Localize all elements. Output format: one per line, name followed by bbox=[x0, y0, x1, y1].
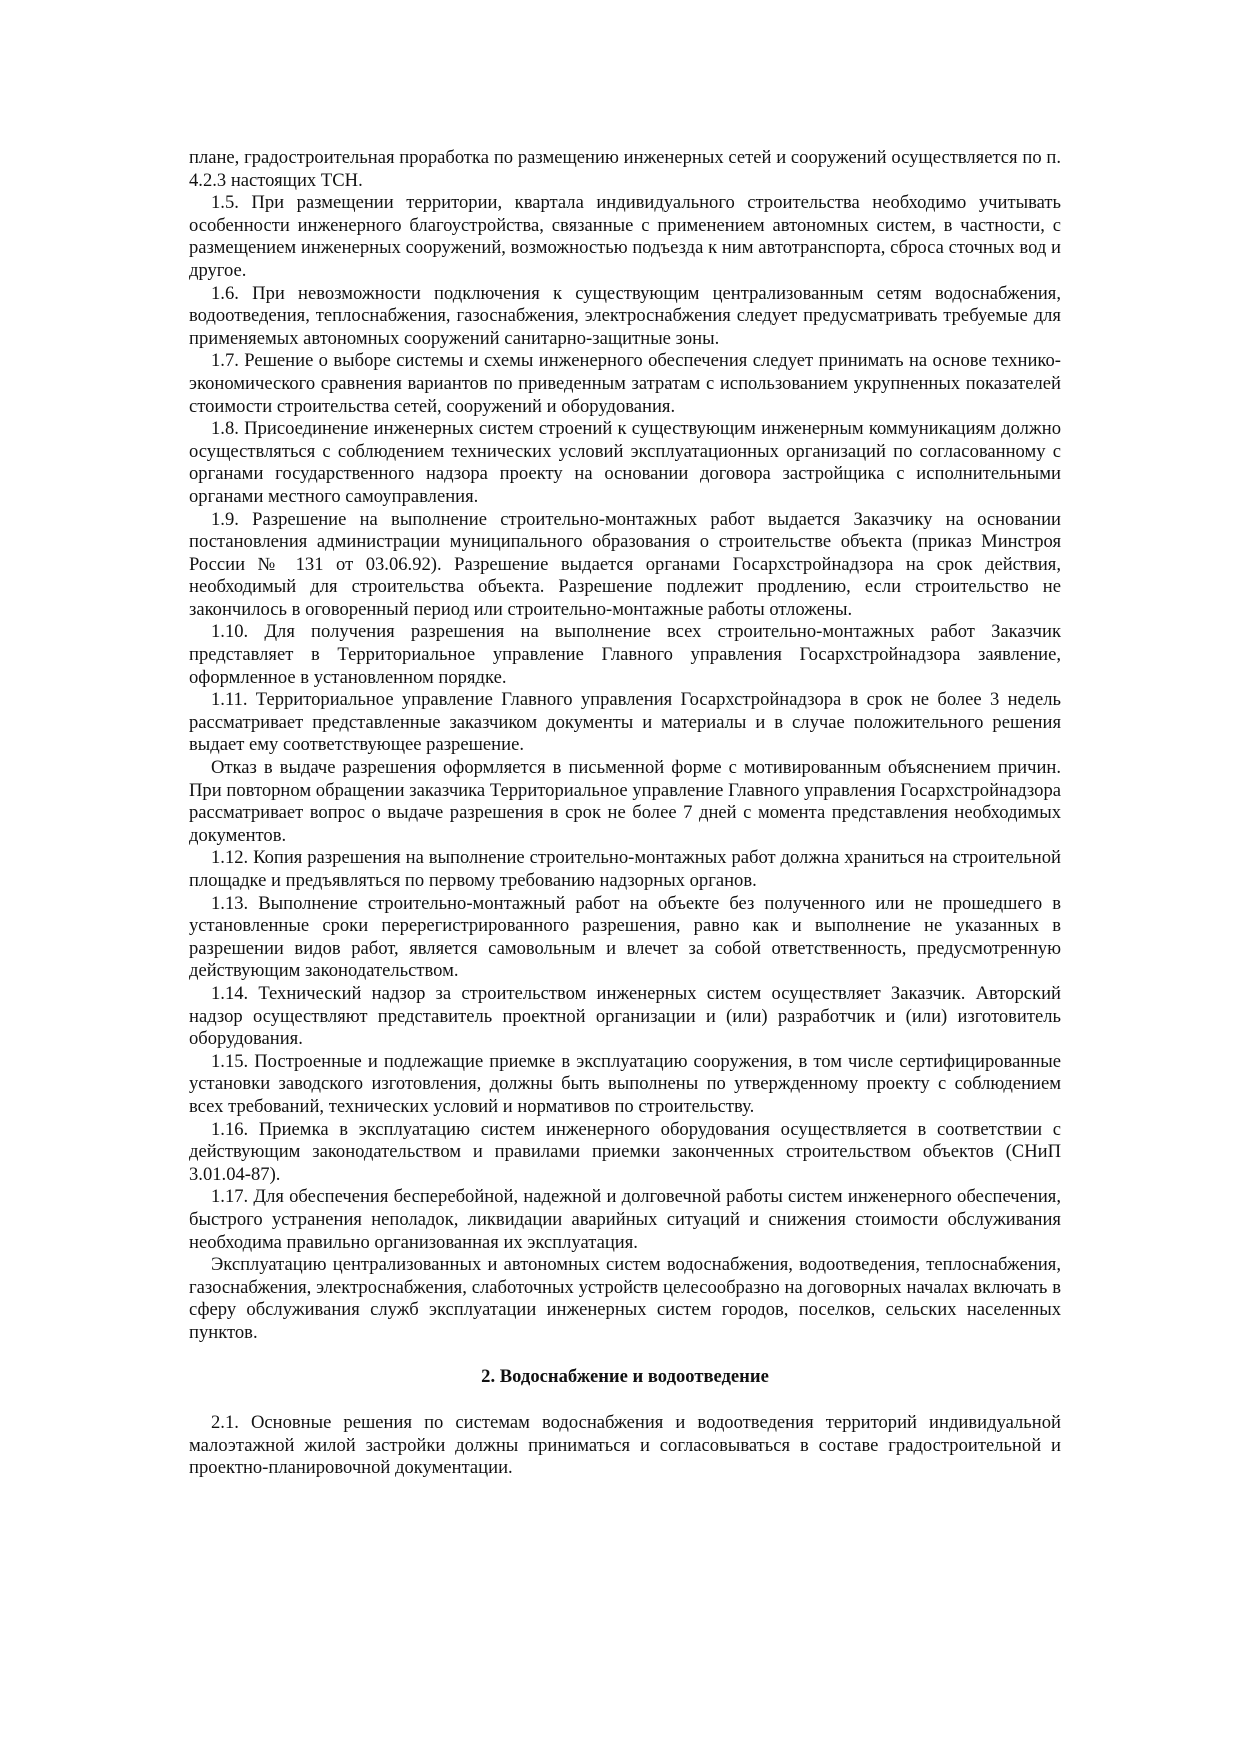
paragraph-1-6: 1.6. При невозможности подключения к существующим централизованным сетям водоснабжения, водоотведения, теплоснабжения, газоснабжения, электроснабжения следует предусматривать требуемые для применяемых автономных сооружений санитарно-защитные зоны. bbox=[189, 282, 1061, 349]
document-page bbox=[189, 147, 1061, 1480]
paragraph-1-14: 1.14. Технический надзор за строительством инженерных систем осуществляет Заказчик. Авторский надзор осуществляют представитель проектной организации и (или) разработчик и (или) изготовитель оборудования. bbox=[189, 982, 1061, 1050]
paragraph-1-11: 1.11. Территориальное управление Главного управления Госархстройнадзора в срок не более 3 недель рассматривает представленные заказчиком документы и материалы и в случае положительного решения выдает ему соответствующее разрешение. bbox=[189, 689, 1061, 756]
paragraph-refusal: Отказ в выдаче разрешения оформляется в письменной форме с мотивированным объяснением причин. При повторном обращении заказчика Территориальное управление Главного управления Госархстройнадзора рассматривает вопрос о выдаче разрешения в срок не более 7 дней с момента представления необходимых документов. bbox=[189, 757, 1061, 846]
paragraph-1-7: 1.7. Решение о выборе системы и схемы инженерного обеспечения следует принимать на основе технико-экономического сравнения вариантов по приведенным затратам с использованием укрупненных показателей стоимости строительства сетей, сооружений и оборудования. bbox=[189, 350, 1061, 417]
paragraph-1-15: 1.15. Построенные и подлежащие приемке в эксплуатацию сооружения, в том числе сертифицированные установки заводского изготовления, должны быть выполнены по утвержденному проекту с соблюдением всех требований, технических условий и нормативов по строительству. bbox=[189, 1050, 1061, 1117]
paragraph-1-16: 1.16. Приемка в эксплуатацию систем инженерного оборудования осуществляется в соответствии с действующим законодательством и правилами приемки законченных строительством объектов (СНиП 3.01.04-87). bbox=[189, 1118, 1061, 1185]
paragraph-1-9: 1.9. Разрешение на выполнение строительно-монтажных работ выдается Заказчику на основании постановления администрации муниципального образования о строительстве объекта (приказ Минстроя России № 131 от 03.06.92). Разрешение выдается органами Госархстройнадзора на срок действия, необходимый для строительства объекта. Разрешение подлежит продлению, если строительство не закончилось в оговоренный период или строительно-монтажные работы отложены. bbox=[189, 508, 1061, 620]
paragraph-1-12: 1.12. Копия разрешения на выполнение строительно-монтажных работ должна храниться на строительной площадке и предъявляться по первому требованию надзорных органов. bbox=[189, 847, 1061, 891]
paragraph-1-17: 1.17. Для обеспечения бесперебойной, надежной и долговечной работы систем инженерного обеспечения, быстрого устранения неполадок, ликвидации аварийных ситуаций и снижения стоимости обслуживания необходима правильно организованная их эксплуатация. bbox=[189, 1186, 1061, 1253]
paragraph-2-1: 2.1. Основные решения по системам водоснабжения и водоотведения территорий индивидуальной малоэтажной жилой застройки должны приниматься и согласовываться в составе градостроительной и проектно-планировочной документации. bbox=[189, 1412, 1061, 1479]
paragraph-1-13: 1.13. Выполнение строительно-монтажный работ на объекте без полученного или не прошедшего в установленные сроки перерегистрированного разрешения, равно как и выполнение не указанных в разрешении видов работ, является самовольным и влечет за собой ответственность, предусмотренную действующим законодательством. bbox=[189, 892, 1061, 982]
paragraph-operation: Эксплуатацию централизованных и автономных систем водоснабжения, водоотведения, теплоснабжения, газоснабжения, электроснабжения, слаботочных устройств целесообразно на договорных началах включать в сферу обслуживания служб эксплуатации инженерных систем городов, поселков, сельских населенных пунктов. bbox=[189, 1254, 1061, 1343]
section-heading: 2. Водоснабжение и водоотведение bbox=[481, 1366, 769, 1388]
paragraph-1-5: 1.5. При размещении территории, квартала индивидуального строительства необходимо учитывать особенности инженерного благоустройства, связанные с применением автономных систем, в частности, с размещением инженерных сооружений, возможностью подъезда к ним автотранспорта, сброса сточных вод и другое. bbox=[189, 192, 1061, 281]
paragraph-1-8: 1.8. Присоединение инженерных систем строений к существующим инженерным коммуникациям должно осуществляться с соблюдением технических условий эксплуатационных организаций по согласованному с органами государственного надзора проекту на основании договора застройщика с исполнительными органами местного самоуправления. bbox=[189, 418, 1061, 507]
paragraph-continuation: плане, градостроительная проработка по размещению инженерных сетей и сооружений осуществляется по п. 4.2.3 настоящих ТСН. bbox=[189, 147, 1061, 191]
paragraph-1-10: 1.10. Для получения разрешения на выполнение всех строительно-монтажных работ Заказчик представляет в Территориальное управление Главного управления Госархстройнадзора заявление, оформленное в установленном порядке. bbox=[189, 621, 1061, 688]
